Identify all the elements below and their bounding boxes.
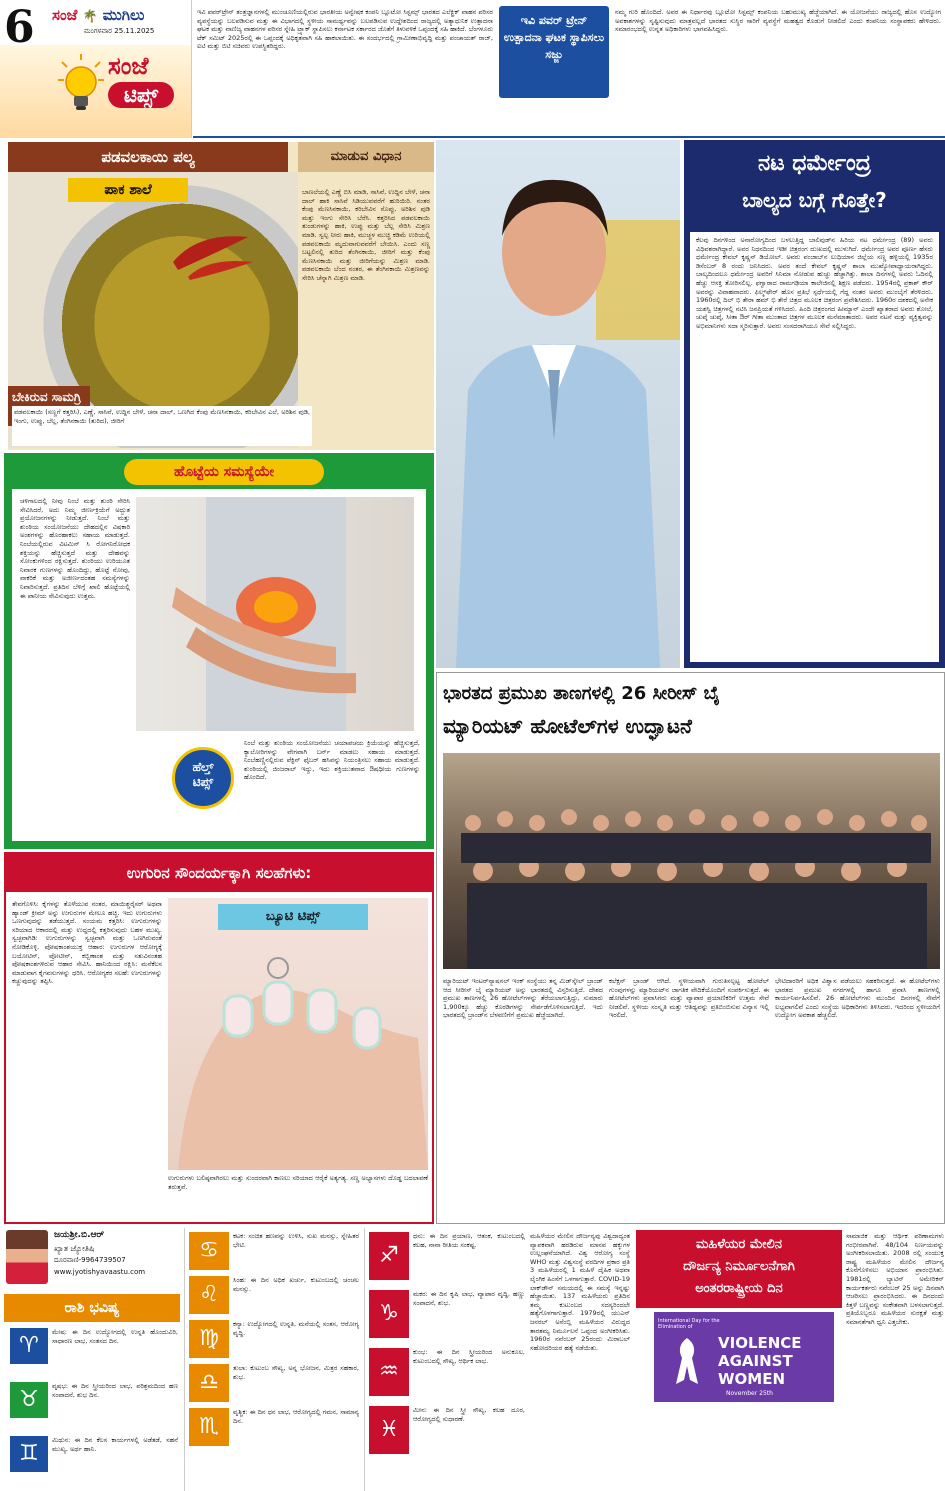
nails-text: ತೇವಗೊಳಿಸಿ: ಕೈಗಳನ್ನು ತೊಳೆಯುವ ನಂತರ, ಮಾಯಿಶ್ಚರೈಸರ್ ಅಥವಾ ಹ್ಯಾಂಡ್ ಕ್ರೀಮ್ ಅನ್ನು ಉಗುರುಗಳ ಮೇಲೂ ಹಚ್ಚಿ. ಇದು ಉಗುರುಗಳು ಒಣಗುವುದನ್ನು ತಡೆಯುತ್ತದೆ. ಸಂಯಮ ಕತ್ತರಿಸಿ: ಉಗುರುಗಳನ್ನು ಸರಿಯಾದ ಆಕಾರದಲ್ಲಿ ಮತ್ತು ಉದ್ದದಲ್ಲಿ ಕತ್ತರಿಸುವುದು ಬಹಳ ಮುಖ್ಯ. ಸ್ವಚ್ಛವಾಗಿಡಿ: ಉಗುರುಗಳನ್ನು ಸ್ವಚ್ಛವಾಗಿ ಮತ್ತು ಒಣಗಿರುವಂತೆ ನೋಡಿಕೊಳ್ಳಿ. ಪೋಷಕಾಂಶಯುಕ್ತ ಆಹಾರ: ಉಗುರುಗಳ ಆರೋಗ್ಯಕ್ಕೆ ಬಯೋಟಿನ್, ಪ್ರೋಟೀನ್, ಕಬ್ಬಿಣಾಂಶ ಮತ್ತು ಸತುವಿನಂತಹ ಪೋಷಕಾಂಶಗಳಿರುವ ಆಹಾರ ಸೇವಿಸಿ. ಹಾನಿಯಿಂದ ರಕ್ಷಿಸಿ: ಮನೆಕೆಲಸ ಮಾಡುವಾಗ ಕೈಗವಸುಗಳನ್ನು ಧರಿಸಿ. ಆರೋಗ್ಯಕರ ಸಲಹೆ: ಉಗುರುಗಳನ್ನು ಕಚ್ಚುವುದನ್ನು ತಪ್ಪಿಸಿ.	[12, 900, 162, 986]
horoscope-section	[4, 1228, 632, 1491]
actor-photo	[436, 140, 680, 668]
zodiac-icon-kataka: ♋	[189, 1232, 229, 1270]
date-line: ಮಂಗಳವಾರ 25.11.2025	[84, 27, 155, 35]
hotels-group-photo	[443, 753, 940, 969]
health-tips-badge	[172, 747, 234, 809]
zodiac-icon-mithuna: ♊	[10, 1436, 48, 1472]
top-story-side-headline: ಇವಿ ಪವರ್ ಟ್ರೇನ್ ಉತ್ಪಾದನಾ ಘಟಕ ಸ್ಥಾಪಿಸಲು ಸಜ್ಜು	[503, 14, 605, 61]
zodiac-col-1	[4, 1326, 180, 1491]
recipe-title: ಪಡವಲಕಾಯಿ ಪಲ್ಯ	[8, 142, 288, 172]
poster-violence: VIOLENCE	[718, 1334, 802, 1352]
zodiac-col-2	[184, 1228, 360, 1491]
masthead	[0, 0, 192, 138]
actor-headline-box	[684, 140, 945, 226]
actor-text-frame	[684, 226, 945, 668]
zodiac-icon-vrishchika: ♏	[189, 1408, 229, 1446]
hotels-col-1: ಮ್ಯಾರಿಯಟ್ ಇಂಟರ್‌ನ್ಯಾಷನಲ್ ಇಂಕ್ ಸಂಸ್ಥೆಯು ತನ್ನ ಮಿಡ್‌ಸ್ಕೇಲ್ ಬ್ರಾಂಡ್ ಆದ ಸೀರೀಸ್ ಬೈ ಮ್ಯಾರಿಯಟ್ ಅನ್ನು ಭಾರತದಲ್ಲಿ ವಿಸ್ತರಿಸುತ್ತಿದೆ. ದೇಶದ ಪ್ರಮುಖ ತಾಣಗಳಲ್ಲಿ 26 ಹೋಟೆಲ್‌ಗಳನ್ನು ತೆರೆಯಲಾಗುತ್ತಿದ್ದು, ಸುಮಾರು 1,900ಕ್ಕೂ ಹೆಚ್ಚು ಕೊಠಡಿಗಳನ್ನು ಸೇರ್ಪಡೆಗೊಳಿಸಲಾಗುತ್ತಿದೆ. ಇದು ಭಾರತದಲ್ಲಿ ಬ್ರಾಂಡ್‌ನ ಬೆಳವಣಿಗೆಗೆ ಪ್ರಮುಖ ಹೆಜ್ಜೆಯಾಗಿದೆ.	[443, 977, 603, 1020]
section-title-b: ಟಿಪ್ಸ್	[108, 82, 174, 108]
section-title	[108, 52, 188, 108]
nails-caption: ಉಗುರುಗಳು ಬಲಿಷ್ಠವಾಗಿರಲು ಮತ್ತು ಸುಂದರವಾಗಿ ಕಾಣಲು ಸರಿಯಾದ ಆರೈಕೆ ಅತ್ಯಗತ್ಯ. ಸಣ್ಣ ಅಭ್ಯಾಸಗಳು ದೊಡ್ಡ ಬದಲಾವಣೆ ತರುತ್ತವೆ.	[168, 1174, 428, 1191]
paper-name-part-a: ಸಂಜೆ	[52, 6, 78, 24]
recipe-method-title: ಮಾಡುವ ವಿಧಾನ	[298, 142, 434, 172]
women-headline-box	[636, 1230, 842, 1308]
paper-name	[52, 6, 144, 24]
zodiac-text-tula: ತುಲಾ: ಕುಟುಂಬ ಸೌಖ್ಯ, ಅನ್ನ ಭೋಜನ, ಮಿತ್ರರ ಸಹಕಾರ, ಶುಭ.	[233, 1364, 359, 1381]
health-photo	[136, 497, 414, 731]
zodiac-icon-dhanu: ♐	[369, 1232, 409, 1280]
women-headline-line-2: ದೌರ್ಜನ್ಯ ನಿರ್ಮೂಲನೆಗಾಗಿ	[683, 1259, 795, 1274]
women-section	[636, 1228, 945, 1491]
zodiac-text-mesha: ಮೇಷ: ಈ ದಿನ ಉದ್ಯೋಗದಲ್ಲಿ ಉನ್ನತಿ ಹೊಂದುವಿರಿ, ಸಾಧಾರಣ ಲಾಭ, ಸಂತಸದ ದಿನ.	[52, 1328, 178, 1345]
zodiac-text-kumbha: ಕುಂಭ: ಈ ದಿನ ಸ್ತ್ರೀಯರಿಂದ ಅನುಕೂಲ, ಕುಟುಂಬದಲ್ಲಿ ಸೌಖ್ಯ, ಆರ್ಥಿಕ ಲಾಭ.	[413, 1348, 525, 1365]
manicured-hand-illustration	[168, 938, 428, 1170]
zodiac-icon-kumbha: ♒	[369, 1348, 409, 1396]
hotels-section	[436, 672, 945, 1224]
zodiac-icon-kanya: ♍	[189, 1320, 229, 1358]
stomach-pain-illustration	[136, 497, 414, 731]
zodiac-text-dhanu: ಧನು: ಈ ದಿನ ಪ್ರಯಾಣ, ಆತಂಕ, ಕುಟುಂಬದಲ್ಲಿ ಕಲಹ, ನಾನಾ ರೀತಿಯ ಸಂಕಷ್ಟ.	[413, 1232, 525, 1249]
poster-women: WOMEN	[718, 1370, 786, 1388]
zodiac-icon-meena: ♓	[369, 1406, 409, 1454]
zodiac-text-kanya: ಕನ್ಯಾ: ಉದ್ಯೋಗದಲ್ಲಿ ಉನ್ನತಿ, ಮನೆಯಲ್ಲಿ ಸಂತಸ, ಆರೋಗ್ಯ ವೃದ್ಧಿ.	[233, 1320, 359, 1337]
zodiac-text-vrishchika: ವೃಶ್ಚಿಕ: ಈ ದಿನ ಧನ ಲಾಭ, ಆರೋಗ್ಯದಲ್ಲಿ ಗಮನ, ಸಾಮಾನ್ಯ ದಿನ.	[233, 1408, 359, 1425]
poster-top-text: International Day for the Elimination of	[658, 1318, 720, 1330]
health-title: ಹೊಟ್ಟೆಯ ಸಮಸ್ಯೆಯೇ	[124, 459, 324, 485]
recipe-ingredients-text: ಪಡವಲಕಾಯಿ (ಸಣ್ಣಗೆ ಕತ್ತರಿಸಿ), ಎಣ್ಣೆ, ಸಾಸಿವೆ, ಉದ್ದಿನ ಬೇಳೆ, ಚನಾ ದಾಲ್, ಒಣಗಿದ ಕೆಂಪು ಮೆಣಸಿನಕಾಯಿ, ಕರಿಬೇವಿನ ಎಲೆ, ಅರಿಶಿನ ಪುಡಿ, ಇಂಗು, ಉಪ್ಪು, ಬೆಲ್ಲ, ತೆಂಗಿನಕಾಯಿ (ತುರಿದ), ಜೀರಿಗೆ	[12, 406, 312, 446]
zodiac-icon-vrishabha: ♉	[10, 1382, 48, 1418]
health-section	[4, 453, 434, 849]
hotels-headline-line-1: ಭಾರತದ ಪ್ರಮುಖ ತಾಣಗಳಲ್ಲಿ 26 ಸೀರೀಸ್ ಬೈ	[443, 683, 720, 704]
zodiac-col-3	[364, 1228, 526, 1491]
palm-icon: 🌴	[82, 9, 98, 23]
actor-figure	[436, 140, 680, 668]
health-right-text: ನಿಂಬೆ ಮತ್ತು ಶುಂಠಿಯ ಸಂಯೋಜನೆಯು ಚಯಾಪಚಯ ಕ್ರಿಯೆಯನ್ನು ಹೆಚ್ಚಿಸುತ್ತದೆ, ಕ್ಯಾಲೋರಿಗಳನ್ನು ವೇಗವಾಗಿ ಬರ್ನ್ ಮಾಡಲು ಸಹಾಯ ಮಾಡುತ್ತದೆ. ನಿಂಬೆಹಣ್ಣಿನಲ್ಲಿರುವ ಪೆಕ್ಟಿನ್ ಫೈಬರ್ ಹಸಿವನ್ನು ನಿಯಂತ್ರಿಸಲು ಸಹಾಯ ಮಾಡುತ್ತದೆ. ಶುಂಠಿಯಲ್ಲಿ ಜಿಂಜರಾಲ್ ಇದ್ದು, ಇದು ಶಕ್ತಿಯುತವಾದ ಔಷಧೀಯ ಗುಣಗಳನ್ನು ಹೊಂದಿದೆ.	[244, 739, 420, 782]
hotels-col-3: ಭೇಟಿದಾರರಿಗೆ ಅಧಿಕ ವಿಶ್ವಾಸ ಪಡೆಯಲು ಸಹಕರಿಸುತ್ತದೆ. ಈ ಹೋಟೆಲ್‌ಗಳು ಭಾರತದ ಪ್ರಮುಖ ನಗರಗಳಲ್ಲಿ ಹಾಗೂ ಪ್ರವಾಸಿ ತಾಣಗಳಲ್ಲಿ ಕಾರ್ಯನಿರ್ವಹಿಸಲಿವೆ. 26 ಹೋಟೆಲ್‌ಗಳು ಮುಂದಿನ ದಿನಗಳಲ್ಲಿ ಸೇವೆಗೆ ಲಭ್ಯವಾಗಲಿವೆ ಎಂದು ಸಂಸ್ಥೆಯ ಅಧಿಕಾರಿಗಳು ತಿಳಿಸಿದರು. ಇದರಿಂದ ಸ್ಥಳೀಯರಿಗೆ ಉದ್ಯೋಗ ಅವಕಾಶ ಹೆಚ್ಚಲಿದೆ.	[775, 977, 940, 1020]
red-chili-icon	[168, 222, 258, 282]
recipe-section	[8, 142, 434, 450]
women-headline-line-1: ಮಹಿಳೆಯರ ಮೇಲಿನ	[696, 1237, 782, 1252]
paper-name-part-b: ಮುಗಿಲು	[102, 6, 145, 24]
astrologer-name: ಜಯಶ್ರೀ.ಬಿ.ಆರ್	[54, 1230, 105, 1240]
actor-headline-line-2: ಬಾಲ್ಯದ ಬಗ್ಗೆ ಗೊತ್ತೇ?	[742, 188, 887, 212]
astrologer-site: www.jyotishyavaastu.com	[54, 1268, 146, 1276]
women-col-1: ಮಹಿಳೆಯರ ಮೇಲಿನ ದೌರ್ಜನ್ಯವು ವಿಶ್ವದಾದ್ಯಂತ ವ್ಯಾಪಕವಾಗಿ ಹರಡಿರುವ ಮಾನವ ಹಕ್ಕುಗಳ ಉಲ್ಲಂಘನೆಯಾಗಿದೆ. ವಿಶ್ವ ಆರೋಗ್ಯ ಸಂಸ್ಥೆ WHO ಮತ್ತು ವಿಶ್ವಸಂಸ್ಥೆ ವರದಿಗಳ ಪ್ರಕಾರ ಪ್ರತಿ 3 ಮಹಿಳೆಯರಲ್ಲಿ 1 ಮಹಿಳೆ ದೈಹಿಕ ಅಥವಾ ಲೈಂಗಿಕ ಹಿಂಸೆಗೆ ಒಳಗಾಗುತ್ತಾರೆ. COVID-19 ಲಾಕ್‌ಡೌನ್ ಸಮಯದಲ್ಲಿ ಈ ಸಮಸ್ಯೆ ಇನ್ನಷ್ಟು ಹೆಚ್ಚಾಯಿತು. 137 ಮಹಿಳೆಯರು ಪ್ರತಿದಿನ ತಮ್ಮ ಕುಟುಂಬದ ಸದಸ್ಯರಿಂದಲೇ ಹತ್ಯೆಗೊಳಗಾಗುತ್ತಾರೆ. 1979ರಲ್ಲಿ ಯುಎನ್ ಜನರಲ್ ಅಸೆಂಬ್ಲಿ ಮಹಿಳೆಯರ ವಿರುದ್ಧದ ತಾರತಮ್ಯ ನಿರ್ಮೂಲನೆ ಒಪ್ಪಂದ ಅಂಗೀಕರಿಸಿತು. 1960ರ ನವೆಂಬರ್ 25ರಂದು ಮಿರಾಬಲ್ ಸಹೋದರಿಯರ ಹತ್ಯೆ ನಡೆಯಿತು.	[530, 1232, 630, 1352]
zodiac-icon-makara: ♑	[369, 1290, 409, 1338]
violence-poster	[654, 1312, 834, 1402]
zodiac-icon-tula: ♎	[189, 1364, 229, 1402]
zodiac-text-kataka: ಕಟಕ: ಸಂಚಿತ ಹಣವನ್ನು ಉಳಿಸಿ, ಸುಖ ಮನಸ್ಸು, ಸ್ನೇಹಿತರ ಭೇಟಿ.	[233, 1232, 359, 1249]
actor-story-text: ಕೆಲವು ದಿನಗಳಿಂದ ಅನಾರೋಗ್ಯದಿಂದ ಬಳಲುತ್ತಿದ್ದ ಬಾಲಿವುಡ್‌ನ ಹಿರಿಯ ನಟ ಧರ್ಮೇಂದ್ರ (89) ಅವರು ವಿಧಿವಶರಾಗಿದ್ದಾರೆ. ಅವರ ನಿಧನದಿಂದ ಇಡೀ ಚಿತ್ರರಂಗ ದುಃಖದಲ್ಲಿ ಮುಳುಗಿದೆ. ಧರ್ಮೇಂದ್ರ ಅವರ ಪೂರ್ಣ ಹೆಸರು ಧರ್ಮೇಂದ್ರ ಕೇವಲ್ ಕೃಷ್ಣನ್ ಡಿಯೋಲ್. ಅವರು ಪಂಜಾಬ್‌ನ ಲುಧಿಯಾನ ಜಿಲ್ಲೆಯ ಸಣ್ಣ ಹಳ್ಳಿಯಲ್ಲಿ 1935ರ ಡಿಸೆಂಬರ್ 8 ರಂದು ಜನಿಸಿದರು. ಅವರ ತಂದೆ ಕೇವಲ್ ಕೃಷ್ಣನ್ ಶಾಲಾ ಮುಖ್ಯೋಪಾಧ್ಯಾಯರಾಗಿದ್ದರು. ಬಾಲ್ಯದಿಂದಲೂ ಧರ್ಮೇಂದ್ರ ಅವರಿಗೆ ಸಿನಿಮಾ ನೋಡುವ ಹುಚ್ಚು ಹೆಚ್ಚಾಗಿತ್ತು. ಶಾಲಾ ದಿನಗಳಲ್ಲಿ ಅವರು ಓದಿನಲ್ಲಿ ಹೆಚ್ಚು ಆಸಕ್ತಿ ತೋರಿಸಲಿಲ್ಲ. ಫಗ್ವಾರಾದ ರಾಮಗಢಿಯಾ ಕಾಲೇಜಿನಲ್ಲಿ ಶಿಕ್ಷಣ ಪಡೆದರು. 1954ರಲ್ಲಿ ಪ್ರಕಾಶ್ ಕೌರ್ ಅವರನ್ನು ವಿವಾಹವಾದರು. ಫಿಲ್ಮ್‌ಫೇರ್ ಹೊಸ ಪ್ರತಿಭೆ ಸ್ಪರ್ಧೆಯಲ್ಲಿ ಗೆದ್ದ ನಂತರ ಅವರು ಮುಂಬೈಗೆ ತೆರಳಿದರು. 1960ರಲ್ಲಿ ದಿಲ್ ಭಿ ತೇರಾ ಹಮ್ ಭಿ ತೇರೆ ಚಿತ್ರದ ಮೂಲಕ ಚಿತ್ರರಂಗ ಪ್ರವೇಶಿಸಿದರು. 1960ರ ದಶಕದಲ್ಲಿ ಅನೇಕ ಯಶಸ್ವಿ ಚಿತ್ರಗಳಲ್ಲಿ ನಟಿಸಿ ಜನಪ್ರಿಯತೆ ಗಳಿಸಿದರು. ಹಿಂದಿ ಚಿತ್ರರಂಗದ ಹೀಮ್ಯಾನ್ ಎಂದೇ ಖ್ಯಾತರಾದ ಅವರು ಶೋಲೆ, ಚುಪ್ಕೆ ಚುಪ್ಕೆ, ಸೀತಾ ಔರ್ ಗೀತಾ ಮುಂತಾದ ಚಿತ್ರಗಳ ಮೂಲಕ ಮನೆಮಾತಾದರು. ಅವರ ನಟನೆ ಮತ್ತು ವ್ಯಕ್ತಿತ್ವವನ್ನು ಅಭಿಮಾನಿಗಳು ಸದಾ ಸ್ಮರಿಸುತ್ತಾರೆ. ಅವರು ಸಂಸದರಾಗಿಯೂ ಸೇವೆ ಸಲ್ಲಿಸಿದ್ದರು.	[696, 236, 933, 330]
hotels-headline	[443, 679, 940, 743]
zodiac-icon-mesha: ♈	[10, 1328, 48, 1364]
nails-section	[4, 852, 434, 1224]
astrologer-phone: ದೂರವಾಣಿ-9964739507	[54, 1256, 126, 1264]
recipe-method-text: ಬಾಣಲೆಯಲ್ಲಿ ಎಣ್ಣೆ ಬಿಸಿ ಮಾಡಿ, ಸಾಸಿವೆ, ಉದ್ದಿನ ಬೇಳೆ, ಚನಾ ದಾಲ್ ಹಾಕಿ ಸಾಸಿವೆ ಸಿಡಿಯುವವರೆಗೆ ಹುರಿಯಿರಿ. ನಂತರ ಕೆಂಪು ಮೆಣಸಿನಕಾಯಿ, ಕರಿಬೇವಿನ ಸೊಪ್ಪು, ಅರಿಶಿನ ಪುಡಿ ಮತ್ತು ಇಂಗು ಸೇರಿಸಿ ಬೆರೆಸಿ. ಕತ್ತರಿಸಿದ ಪಡವಲಕಾಯಿ ತುಂಡುಗಳನ್ನು ಹಾಕಿ, ಉಪ್ಪು ಮತ್ತು ಬೆಲ್ಲ ಸೇರಿಸಿ ಮಿಶ್ರಣ ಮಾಡಿ. ಸ್ವಲ್ಪ ನೀರು ಹಾಕಿ, ಮುಚ್ಚಳ ಮುಚ್ಚಿ ಕಡಿಮೆ ಉರಿಯಲ್ಲಿ ಪಡವಲಕಾಯಿ ಮೃದುವಾಗುವವರೆಗೆ ಬೇಯಿಸಿ. ಎಂದು ಸಣ್ಣ ಬಟ್ಟಲಿನಲ್ಲಿ ತುರಿದ ತೆಂಗಿನಕಾಯಿ, ಜೀರಿಗೆ ಮತ್ತು ಕೆಂಪು ಮೆಣಸಿನಕಾಯಿ ಮತ್ತು ಜೀರಿಗೆಯನ್ನು ಮಿಶ್ರಣ ಮಾಡಿ. ಪಡವಲಕಾಯಿ ಬೆಂದ ನಂತರ, ಈ ತೆಂಗಿನಕಾಯಿ ಮಿಶ್ರಣವನ್ನು ಸೇರಿಸಿ ಚೆನ್ನಾಗಿ ಮಿಶ್ರಣ ಮಾಡಿ.	[302, 188, 430, 282]
ingredients-label: ಬೇಕಿರುವ ಸಾಮಗ್ರಿ	[8, 386, 90, 426]
hotels-headline-line-2: ಮ್ಯಾರಿಯಟ್ ಹೋಟೆಲ್‌ಗಳ ಉದ್ಘಾಟನೆ	[443, 714, 692, 738]
zodiac-text-meena: ಮೀನ: ಈ ದಿನ ಸ್ತ್ರೀ ಸೌಖ್ಯ, ಕಲಹ ದೂರ, ಆರೋಗ್ಯದಲ್ಲಿ ಸುಧಾರಣೆ.	[413, 1406, 525, 1423]
zodiac-text-mithuna: ಮಿಥುನ: ಈ ದಿನ ಕೆಲಸ ಕಾರ್ಯಗಳಲ್ಲಿ ಅಡೆತಡೆ, ಸಹನೆ ಮುಖ್ಯ, ಅರ್ಥ ಹಾನಿ.	[52, 1436, 178, 1453]
zodiac-text-simha: ಸಿಂಹ: ಈ ದಿನ ಅಧಿಕ ಖರ್ಚು, ಕುಟುಂಬದಲ್ಲಿ ಚಂಚಲ ಮನಸ್ಸು.	[233, 1276, 359, 1293]
actor-story	[436, 140, 945, 670]
actor-headline-line-1: ನಟ ಧರ್ಮೇಂದ್ರ	[758, 151, 871, 176]
astrologer-panel	[4, 1228, 180, 1290]
page-number: 6	[4, 2, 35, 53]
zodiac-icon-simha: ♌	[189, 1276, 229, 1314]
group-of-people-illustration	[443, 753, 940, 969]
women-col-2: ಸಾಮಾಜಿಕ ಮತ್ತು ಆರ್ಥಿಕ ಪರಿಣಾಮಗಳು ಗಂಭೀರವಾಗಿವೆ. 48/104 ನಿರ್ಣಯವನ್ನು ಅಂಗೀಕರಿಸಲಾಯಿತು. 2008 ರಲ್ಲಿ ಸಂಯುಕ್ತ ರಾಷ್ಟ್ರ ಮಹಿಳೆಯರ ಮೇಲಿನ ದೌರ್ಜನ್ಯ ಕೊನೆಗೊಳಿಸಲು ಅಭಿಯಾನ ಪ್ರಾರಂಭಿಸಿತು. 1981ರಲ್ಲಿ ಲ್ಯಾಟಿನ್ ಅಮೇರಿಕನ್ ಕಾರ್ಯಕರ್ತರು ನವೆಂಬರ್ 25 ಅನ್ನು ದಿನವಾಗಿ ಆಚರಿಸಲು ಪ್ರಾರಂಭಿಸಿದರು. ಈ ದಿನದಂದು ಕಿತ್ತಳೆ ಬಣ್ಣವನ್ನು ಸಂಕೇತವಾಗಿ ಬಳಸಲಾಗುತ್ತದೆ. ಪ್ರತಿಯೊಬ್ಬರೂ ಮಹಿಳೆಯರ ಸುರಕ್ಷತೆ ಮತ್ತು ಸಮಾನತೆಗಾಗಿ ಧ್ವನಿ ಎತ್ತಬೇಕು.	[846, 1232, 944, 1326]
top-story-right-text: ನಮ್ಮ ಗುರಿ ಹೊಂದಿದೆ. ಅವರ ಈ ನಿರ್ಧಾರವು ಬ್ಲೂಟೋ ಸಿಸ್ಟಮ್ಸ್ ಕಂಪನಿಯ ಬಹುಮುಖ್ಯ ಹೆಜ್ಜೆಯಾಗಿದೆ. ಈ ಯೋಜನೆಯು ರಾಜ್ಯದಲ್ಲಿ ಹೊಸ ಉದ್ಯೋಗ ಅವಕಾಶಗಳನ್ನು ಸೃಷ್ಟಿಸುವುದು ಮಾತ್ರವಲ್ಲದೆ ಭಾರತದ ಸುಸ್ಥಿರ ಸಾರಿಗೆ ವ್ಯವಸ್ಥೆಗೆ ಮಹತ್ವದ ಕೊಡುಗೆ ನೀಡಲಿದೆ ಎಂದು ಕಂಪನಿಯ ಸಂಸ್ಥಾಪಕರು ಹೇಳಿದರು. ಸಮಾರಂಭದಲ್ಲಿ ಉನ್ನತ ಅಧಿಕಾರಿಗಳು ಭಾಗವಹಿಸಿದ್ದರು.	[615, 8, 941, 34]
kitchen-label: ಪಾಕ ಶಾಲೆ	[68, 178, 188, 202]
zodiac-text-vrishabha: ವೃಷಭ: ಈ ದಿನ ಸ್ತ್ರೀಯರಿಂದ ಲಾಭ, ಪರಿಶ್ರಮದಿಂದ ಹಣ ಸಂಪಾದನೆ, ಶುಭ ದಿನ.	[52, 1382, 178, 1399]
top-story	[193, 0, 945, 138]
horoscope-title: ರಾಶಿ ಭವಿಷ್ಯ	[4, 1294, 180, 1322]
poster-date: November 25th	[726, 1390, 773, 1397]
astrologer-title: ಖ್ಯಾತ ಜ್ಯೋತಿಷಿ	[54, 1244, 95, 1253]
poster-against: AGAINST	[718, 1352, 793, 1370]
nails-title: ಉಗುರಿನ ಸೌಂದರ್ಯಕ್ಕಾಗಿ ಸಲಹೆಗಳು:	[6, 854, 432, 892]
hotels-col-2: ಕಲೆಕ್ಷನ್ ಬ್ರಾಂಡ್ ಆಗಿದೆ. ಸ್ಥಳೀಯವಾಗಿ ಗುರುತಿಸಲ್ಪಟ್ಟ ಹೋಟೆಲ್ ಗುಂಪುಗಳನ್ನು ಮ್ಯಾರಿಯಟ್‌ನ ಜಾಗತಿಕ ವೇದಿಕೆಯೊಂದಿಗೆ ಸಂಪರ್ಕಿಸುತ್ತದೆ. ಈ ಹೋಟೆಲ್‌ಗಳು ಪ್ರವಾಸಿಗರು ಮತ್ತು ವ್ಯಾಪಾರ ಪ್ರಯಾಣಿಕರಿಗೆ ಉತ್ತಮ ಸೇವೆ ನೀಡಲಿವೆ. ಸ್ಥಳೀಯ ಸಂಸ್ಕೃತಿ ಮತ್ತು ಆತಿಥ್ಯವನ್ನು ಪ್ರತಿಬಿಂಬಿಸುವ ವಿನ್ಯಾಸ ಇಲ್ಲಿ ಇರಲಿದೆ.	[609, 977, 769, 1020]
purple-ribbon-icon	[674, 1336, 700, 1386]
bulb-icon	[58, 54, 104, 108]
zodiac-text-makara: ಮಕರ: ಈ ದಿನ ಕೃಷಿ ಲಾಭ, ವ್ಯಾಪಾರ ವೃದ್ಧಿ, ಹಣ್ಣು ಸಂಪಾದನೆ, ಶುಭ.	[413, 1290, 525, 1307]
health-left-text: ಚಳಿಗಾಲದಲ್ಲಿ ನೀವು ನಿಂಬೆ ಮತ್ತು ಶುಂಠಿ ಸೇರಿಸಿ ಸೇವಿಸಿದರೆ, ಅದು ನಿಮ್ಮ ಜೀರ್ಣಕ್ರಿಯೆಗೆ ಅದ್ಭುತ ಪ್ರಯೋಜನಗಳನ್ನು ನೀಡುತ್ತದೆ. ನಿಂಬೆ ಮತ್ತು ಶುಂಠಿಯ ಸಂಯೋಜನೆಯು ದೇಹದಲ್ಲಿನ ವಿಷಕಾರಿ ಅಂಶಗಳನ್ನು ಹೊರಹಾಕಲು ಸಹಾಯ ಮಾಡುತ್ತದೆ. ನಿಂಬೆಯಲ್ಲಿರುವ ವಿಟಮಿನ್ ಸಿ ರೋಗನಿರೋಧಕ ಶಕ್ತಿಯನ್ನು ಹೆಚ್ಚಿಸುತ್ತದೆ ಮತ್ತು ದೇಹವನ್ನು ಸೋಂಕುಗಳಿಂದ ರಕ್ಷಿಸುತ್ತದೆ. ಶುಂಠಿಯು ಉರಿಯೂತ ನಿವಾರಕ ಗುಣಗಳನ್ನು ಹೊಂದಿದ್ದು, ಹೊಟ್ಟೆ ನೋವು, ವಾಕರಿಕೆ ಮತ್ತು ಅಜೀರ್ಣದಂತಹ ಸಮಸ್ಯೆಗಳನ್ನು ನಿವಾರಿಸುತ್ತದೆ. ಪ್ರತಿದಿನ ಬೆಳಿಗ್ಗೆ ಖಾಲಿ ಹೊಟ್ಟೆಯಲ್ಲಿ ಈ ಪಾನೀಯ ಸೇವಿಸುವುದು ಉತ್ತಮ.	[20, 497, 130, 600]
top-story-left-text: ಇವಿ ಪವರ್‌ಟ್ರೇನ್ ತಂತ್ರಜ್ಞಾನಗಳಲ್ಲಿ ಮುಂಚೂಣಿಯಲ್ಲಿರುವ ಭಾರತೀಯ ಅನ್ವೇಷಕ ಕಂಪನಿ ಬ್ಲೂಟೋ ಸಿಸ್ಟಮ್ಸ್ ಭಾರತದ ಎಲೆಕ್ಟ್ರಿಕ್ ವಾಹನ ಪರಿಸರ ವ್ಯವಸ್ಥೆಯನ್ನು ಬಲಪಡಿಸುವ ಮತ್ತು ಈ ವಿಭಾಗದಲ್ಲಿ ಸ್ಥಳೀಯ ಸಾಮರ್ಥ್ಯವನ್ನು ಬಲಪಡಿಸುವ ಉದ್ದೇಶದಿಂದ ರಾಜ್ಯದಲ್ಲಿ ಅತ್ಯಾಧುನಿಕ ಉತ್ಪಾದನಾ ಘಟಕ ಮತ್ತು ವಾಣಿಜ್ಯ ವಾಹನಗಳ ಪರಿಸರ ಸ್ನೇಹಿ ಟ್ರ್ಯಾಕ್ ಸ್ಥಾಪಿಸಲು ಕರ್ನಾಟಕ ಸರ್ಕಾರದ ಜೊತೆಗೆ ತಿಳುವಳಿಕೆ ಒಪ್ಪಂದಕ್ಕೆ ಸಹಿ ಹಾಕಿದೆ. ಬೆಂಗಳೂರು ಟೆಕ್ ಸಮಿಟ್ 2025ರಲ್ಲಿ ಈ ಒಪ್ಪಂದಕ್ಕೆ ಅಧಿಕೃತವಾಗಿ ಸಹಿ ಹಾಕಲಾಯಿತು. ಈ ಸಂದರ್ಭದಲ್ಲಿ ಗ್ರಾಮೀಣಾಭಿವೃದ್ಧಿ ಮತ್ತು ಪಂಚಾಯತ್ ರಾಜ್, ಐಟಿ ಮತ್ತು ಬಿಟಿ ಸಚಿವರು ಉಪಸ್ಥಿತರಿದ್ದರು.	[197, 8, 493, 51]
health-panel	[12, 489, 426, 841]
beauty-tips-badge: ಬ್ಯೂಟಿ ಟಿಪ್ಸ್	[218, 904, 368, 930]
top-story-side-headline-box	[499, 6, 609, 98]
nails-photo	[168, 898, 428, 1170]
women-headline-line-3: ಅಂತರರಾಷ್ಟ್ರೀಯ ದಿನ	[695, 1281, 783, 1296]
astrologer-avatar	[6, 1230, 48, 1284]
section-title-a: ಸಂಜೆ	[108, 52, 149, 80]
health-tips-badge-b: ಟಿಪ್ಸ್	[192, 775, 214, 789]
health-tips-badge-a: ಹೆಲ್ತ್	[192, 760, 214, 774]
